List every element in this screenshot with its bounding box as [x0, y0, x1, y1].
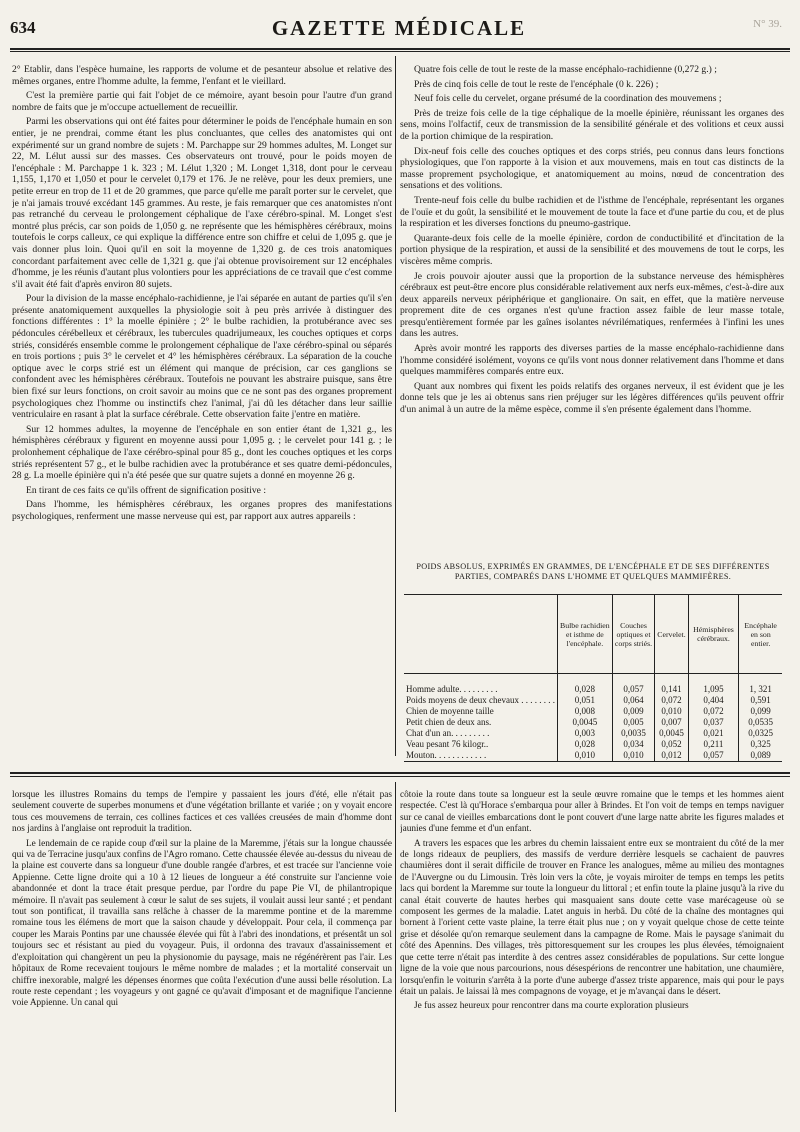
table-cell: 0,007 — [655, 717, 688, 728]
table-cell: 0,057 — [688, 750, 739, 762]
masthead-title: GAZETTE MÉDICALE — [271, 16, 527, 40]
paragraph: Quatre fois celle de tout le reste de la masse encéphalo-rachidienne (0,272 g.) ; — [414, 64, 717, 75]
page-number: 634 — [10, 18, 36, 37]
paragraph: C'est la première partie qui fait l'objet de ce mémoire, ayant besoin pour l'autre d'un grand nombre de faits que je m'occupe actuellement de recueillir. — [12, 90, 392, 113]
table-cell: 0,211 — [688, 739, 739, 750]
paragraph: Pour la division de la masse encéphalo-rachidienne, je l'ai séparée en autant de parties qu'il s'en présente anatomiquement auxquelles la physiologie soit à peu près arrivée à distinguer des fonctions différentes : 1° la moelle épinière ; 2° le bulbe rachidien, la protubérance avec ses pédoncules cérébelleux et cérébraux, les tubercules quadrijumeaux, les couches optiques et corps striés, considérés ensemble comme le prolongement céphalique de l'axe cérébro-spinal ou séparés en trois portions ; puis 3° le cervelet et 4° les hémisphères cérébraux. La séparation de la couche optique avec le corps strié est un élément qui manque de précision, car ces ganglions se confondent avec les hémisphères cérébraux. Toutefois ne pouvant les abstraire puisque, sans être bien fixé sur leurs fonctions, on croit savoir au moins que ce ne sont pas des organes proprement psychologiques chez l'homme ou instinctifs chez l'animal, j'ai dû les détacher dans leur saillie ventriculaire en rasant à plat la surface cérébrale. Cette observation faite j'entre en matière. — [12, 293, 392, 421]
table-cell: 0,003 — [557, 728, 612, 739]
table-header-cell: Encéphale en son entier. — [739, 595, 782, 674]
table-cell: Petit chien de deux ans. — [406, 717, 492, 727]
table-cell: Veau pesant 76 kilogr.. — [406, 739, 489, 749]
table-cell: 0,037 — [688, 717, 739, 728]
table-cell: 0,404 — [688, 695, 739, 706]
feuilleton-left-column — [12, 790, 392, 1110]
table-cell: 0,005 — [612, 717, 655, 728]
table-cell: 0,099 — [739, 706, 782, 717]
table-cell: 0,008 — [557, 706, 612, 717]
table-header-row — [404, 595, 782, 674]
paragraph: En tirant de ces faits ce qu'ils offrent de signification positive : — [26, 484, 266, 496]
table-cell: 0,012 — [655, 750, 688, 762]
table-cell: Homme adulte. . . . . . . . . — [406, 684, 498, 694]
table-cell: Poids moyens de deux chevaux . . . . . . . . — [406, 695, 555, 705]
feuilleton-rule-thin — [10, 776, 790, 777]
weights-table — [404, 594, 782, 762]
paragraph: Je crois pouvoir ajouter aussi que la proportion de la substance nerveuse des hémisphères cérébraux est peut-être encore plus considérable relativement aux nerfs eux-mêmes, c'est-à-dire aux deux appareils nerveux périphérique et ganglionaire. On sait, en effet, que la matière nerveuse proprement dite de ces organes n'est qu'une fraction assez faible de leur masse totale, presqu'entièrement formée par les gaînes isolantes névrilématiques, renfermées à l'infini les unes dans les autres. — [400, 270, 784, 340]
table-cell: 0,141 — [655, 674, 688, 696]
table-cell: 0,034 — [612, 739, 655, 750]
table-cell: Chien de moyenne taille — [406, 706, 494, 716]
feuilleton-right-column — [400, 790, 784, 1110]
paragraph: Près de cinq fois celle de tout le reste de l'encéphale (0 k. 226) ; — [414, 78, 659, 90]
article-left-column — [12, 64, 392, 754]
paragraph: côtoie la route dans toute sa longueur est la seule œuvre romaine que le temps et les hommes aient respectée. C'est là qu'Horace s'embarqua pour aller à Brindes. Et l'on voit de temps en temps naviguer sur ce canal de vieilles embarcations dont le pont couvert d'une large natte abrite les figures malades et jaunies d'une femme et d'un enfant. — [400, 790, 784, 835]
table-caption: POIDS ABSOLUS, EXPRIMÉS EN GRAMMES, DE L'ENCÉPHALE ET DE SES DIFFÉRENTES PARTIES, COMPARÉS DANS L'HOMME ET QUELQUES MAMMIFÈRES. — [416, 562, 770, 581]
table-cell: 0,089 — [739, 750, 782, 762]
paragraph: Parmi les observations qui ont été faites pour déterminer le poids de l'encéphale humain en son entier, je ne prendrai, comme étant les plus concluantes, que celles des anatomistes qui ont expérimenté sur un grand nombre de sujets : M. Parchappe sur 29 hommes adultes, M. Longet sur 22, M. Lélut aussi sur des masses. Ces observateurs ont trouvé, pour le poids moyen de l'encéphale : M. Parchappe 1 k. 323 ; M. Lélut 1,320 ; M. Longet 1,318, dont pour le cerveau 1,155, 1,170 et 1,050 et pour le cervelet 0,179 et 176. Je ne relève, pour les deux premiers, une petite erreur en trop de 11 et de 20 grammes, que parce qu'elle me paraît porter sur le cervelet, que je n'ai jamais trouvé excédant 145 grammes. Au reste, je fais remarquer que ces anatomistes n'ont pas retranché du cerveau le prolongement céphalique de l'axe cérébro-spinal. M. Longet s'est montré plus précis, car son poids de 1,050 g. ne représente que les hémisphères cérébraux, moins toutefois le corps calleux, ce qui explique la différence entre son chiffre et celui de 1,095 g. que je vais donner plus loin. Quoi qu'il en soit la moyenne de 1,320 g. de ces trois anatomiques concordant parfaitement avec celle de 1,321 g. que j'ai obtenue provisoirement sur 12 encéphales d'homme, je les réunis d'autant plus volontiers pour les appréciations de ce travail que c'est comme s'il avait été fait d'après environ 80 sujets. — [12, 116, 392, 290]
table-cell: Mouton. . . . . . . . . . . . — [404, 750, 557, 762]
table-cell: 0,591 — [739, 695, 782, 706]
table-cell: 0,057 — [612, 674, 655, 696]
paragraph: Le lendemain de ce rapide coup d'œil sur la plaine de la Maremme, j'étais sur la longue chaussée qui va de Terracine jusqu'aux confins de l'Agro romano. Cette chaussée élevée au-dessus du niveau de la plaine est couverte dans sa longueur d'une double rangée d'arbres, et est tracée sur l'ancienne voie Appienne. Cette ligne droite qui a 10 à 12 lieues de longueur a été construite sur l'ancienne voie abandonnée et dont la trace était presque perdue, par l'ordre du pape Pie VI, de philantropique mémoire. Il n'avait pas seulement à cœur le salut de ses sujets, il voulait aussi leur santé ; et pendant tout son pontificat, il travailla sans relâche à chasser de la maremme pontine et de la maremme romaine tous les élémens de mort que la saison chaude y développait. Pour cela, il commença par couper les Marais Pontins par une chaussée élevée qui fût à l'abri des inondations, et présentât un sol toujours sec et résistant au pied du voyageur. Puis, il ordonna des travaux d'assainissement et d'exploitation qui changèrent un peu la physionomie du paysage, mais ne régénérèrent pas l'air. Les hôpitaux de Rome recevaient toujours le même nombre de malades ; et la mortalité conservait un chiffre inexorable, malgré les dépenses énormes que coûta l'exécution d'une aussi belle résolution. La route reste cependant ; les voyageurs y ont gagné ce qu'avait d'imposant et de magnifique l'ancienne voie Appienne. Un canal qui — [12, 838, 392, 1009]
table-cell: Chat d'un an. . . . . . . . . — [406, 728, 490, 738]
paragraph: Dans l'homme, les hémisphères cérébraux, les organes propres des manifestations psychologiques, renferment une masse nerveuse qui est, par rapport aux autres appareils : — [12, 499, 392, 522]
article-right-column — [400, 64, 784, 558]
table-row — [404, 739, 782, 750]
column-divider — [395, 56, 396, 756]
table-cell: 0,072 — [688, 706, 739, 717]
feuilleton-rule — [10, 772, 790, 774]
table-cell: 0,072 — [655, 695, 688, 706]
paragraph: lorsque les illustres Romains du temps de l'empire y passaient les jours d'été, elle n'était pas seulement couverte de superbes monumens et d'une végétation brillante et variée ; on y voyait encore tous ces mouvemens de terrain, ces collines factices et ces vallées creusées de main d'homme dont nos jardins à l'anglaise ont reproduit la tradition. — [12, 790, 392, 835]
table-cell: 0,064 — [612, 695, 655, 706]
paragraph: Près de treize fois celle de la tige céphalique de la moelle épinière, réunissant les organes des sens, moins l'olfactif, ceux de transmission de la sensibilité générale et des volitions et ceux aussi de la portion chimique de la respiration. — [400, 107, 784, 142]
paragraph: Dix-neuf fois celle des couches optiques et des corps striés, peu connus dans leurs fonctions physiologiques, que l'on rapporte à la vision et aux mouvemens, mais en tout cas distincts de la masse proprement psychologique, et anatomiquement au moins, nœud de concentration des sensations et des volitions. — [400, 145, 784, 192]
table-cell: 1, 321 — [739, 674, 782, 696]
table-row — [404, 706, 782, 717]
table-header-cell: Couches optiques et corps striés. — [612, 595, 655, 674]
feuilleton-divider — [395, 782, 396, 1112]
table-row — [404, 728, 782, 739]
paragraph: 2° Etablir, dans l'espèce humaine, les rapports de volume et de pesanteur absolue et relative des mêmes organes, entre l'homme adulte, la femme, l'enfant et le vieillard. — [12, 64, 392, 87]
table-cell: 0,010 — [557, 750, 612, 762]
paragraph: Quant aux nombres qui fixent les poids relatifs des organes nerveux, il est évident que je les donne tels que je les ai obtenus sans rien préjuger sur les légères différences qu'ils peuvent offrir d'un animal à un autre de la même espèce, comme il s'en présente également dans l'homme. — [400, 380, 784, 416]
table-cell: 0,0045 — [655, 728, 688, 739]
table-header-cell: Hémisphères cérébraux. — [688, 595, 739, 674]
table-cell: 0,0035 — [612, 728, 655, 739]
table-cell: 0,009 — [612, 706, 655, 717]
table-header-cell: Cervelet. — [655, 595, 688, 674]
table-cell: 0,010 — [655, 706, 688, 717]
table-cell: 0,0535 — [739, 717, 782, 728]
table-header-cell — [404, 595, 557, 674]
paragraph: Neuf fois celle du cervelet, organe présumé de la coordination des mouvemens ; — [414, 93, 722, 105]
table-header-cell: Bulbe rachidien et isthme de l'encéphale. — [557, 595, 612, 674]
table-cell: 0,052 — [655, 739, 688, 750]
table-row — [404, 695, 782, 706]
table-cell: 0,021 — [688, 728, 739, 739]
page-header — [10, 14, 788, 40]
table-cell: 0,051 — [557, 695, 612, 706]
table-cell: 0,0045 — [557, 717, 612, 728]
paragraph: Sur 12 hommes adultes, la moyenne de l'encéphale en son entier étant de 1,321 g., les hémisphères cérébraux y figurent en moyenne aussi pour 1,095 g. ; le cervelet pour 141 g. ; le prolonhement céphalique de l'axe cérébro-spinal pour 85 g., dont les couches optiques et les corps striés représentent 57 g., et le bulbe rachidien avec la protubérance et ses quatre demi-pédoncules, 28 g. La moelle épinière qui n'a été pesée que sur quatre sujets a donné en moyenne 26 g. — [12, 423, 392, 482]
table-cell: 0,028 — [557, 739, 612, 750]
table-cell: 0,010 — [612, 750, 655, 762]
table-row — [404, 750, 782, 762]
table-cell: 1,095 — [688, 674, 739, 696]
paragraph: Je fus assez heureux pour rencontrer dans ma courte exploration plusieurs — [414, 1001, 689, 1012]
issue-number: N° 39. — [753, 18, 782, 30]
paragraph: Après avoir montré les rapports des diverses parties de la masse encéphalo-rachidienne dans l'homme considéré isolément, voyons ce qu'ils vont nous donner relativement dans l'homme et dans quelques mammifères comparés entre eux. — [400, 343, 784, 378]
table-row — [404, 674, 782, 696]
header-rule-thin — [10, 51, 790, 52]
header-rule — [10, 48, 790, 50]
paragraph: Quarante-deux fois celle de la moelle épinière, cordon de conductibilité et d'incitation de la portion physique de la respiration, et aussi de la sensibilité et des mouvemens de tout le corps, les viscères même compris. — [400, 232, 784, 267]
table-row — [404, 717, 782, 728]
paragraph: Trente-neuf fois celle du bulbe rachidien et de l'isthme de l'encéphale, représentant les organes de l'ouïe et du goût, la sensibilité et le mouvement de toute la face et d'une partie du cou, et de plus la respiration et les diverses fonctions du pneumo-gastrique. — [400, 194, 784, 230]
table-cell: 0,028 — [557, 674, 612, 696]
paragraph: A travers les espaces que les arbres du chemin laissaient entre eux se montraient du côté de la mer de longs rideaux de peupliers, des massifs de verdure derrière lesquels se cachaient de pauvres chaumières dont il serait difficile de trouver en France les analogues, même au milieu des montagnes de l'Auvergne ou du Limousin. Très loin vers la côte, je voyais miroiter de temps en temps les petits lacs qui bordent la Maremme sur toute la longueur du littoral ; et enfin toute la plaine jusqu'à la rive du canal était couverte de hautes herbes qui masquaient sans doute cette vase marécageuse où se composent les germes de la maladie. Latet anguis in herbâ. Du côté de la chaîne des montagnes qui bornent à l'orient cette vaste plaine, la terre était plus nue ; on y voyait quelque chose de cette teinte grise et désolée qu'on remarque seulement dans la campagne de Rome. Mais le paysage s'animait du côté des Apennins. Des villages, très pittoresquement sur les croupes les plus élevées, témoignaient que cette terre n'était pas interdite à des centres assez considérables de populations. Sur cette longue ligne de la voie que nous parcourions, nous désespérions de rencontrer une habitation, une chaumière, lorsqu'enfin le voiturin s'arrêta à la porte d'une auberge d'assez triste apparence, mais qui pour le pays était un palais. Je laissai là mes compagnons de voyage, et je m'avançai dans le désert. — [400, 838, 784, 997]
table-cell: 0,325 — [739, 739, 782, 750]
table-cell: 0,0325 — [739, 728, 782, 739]
